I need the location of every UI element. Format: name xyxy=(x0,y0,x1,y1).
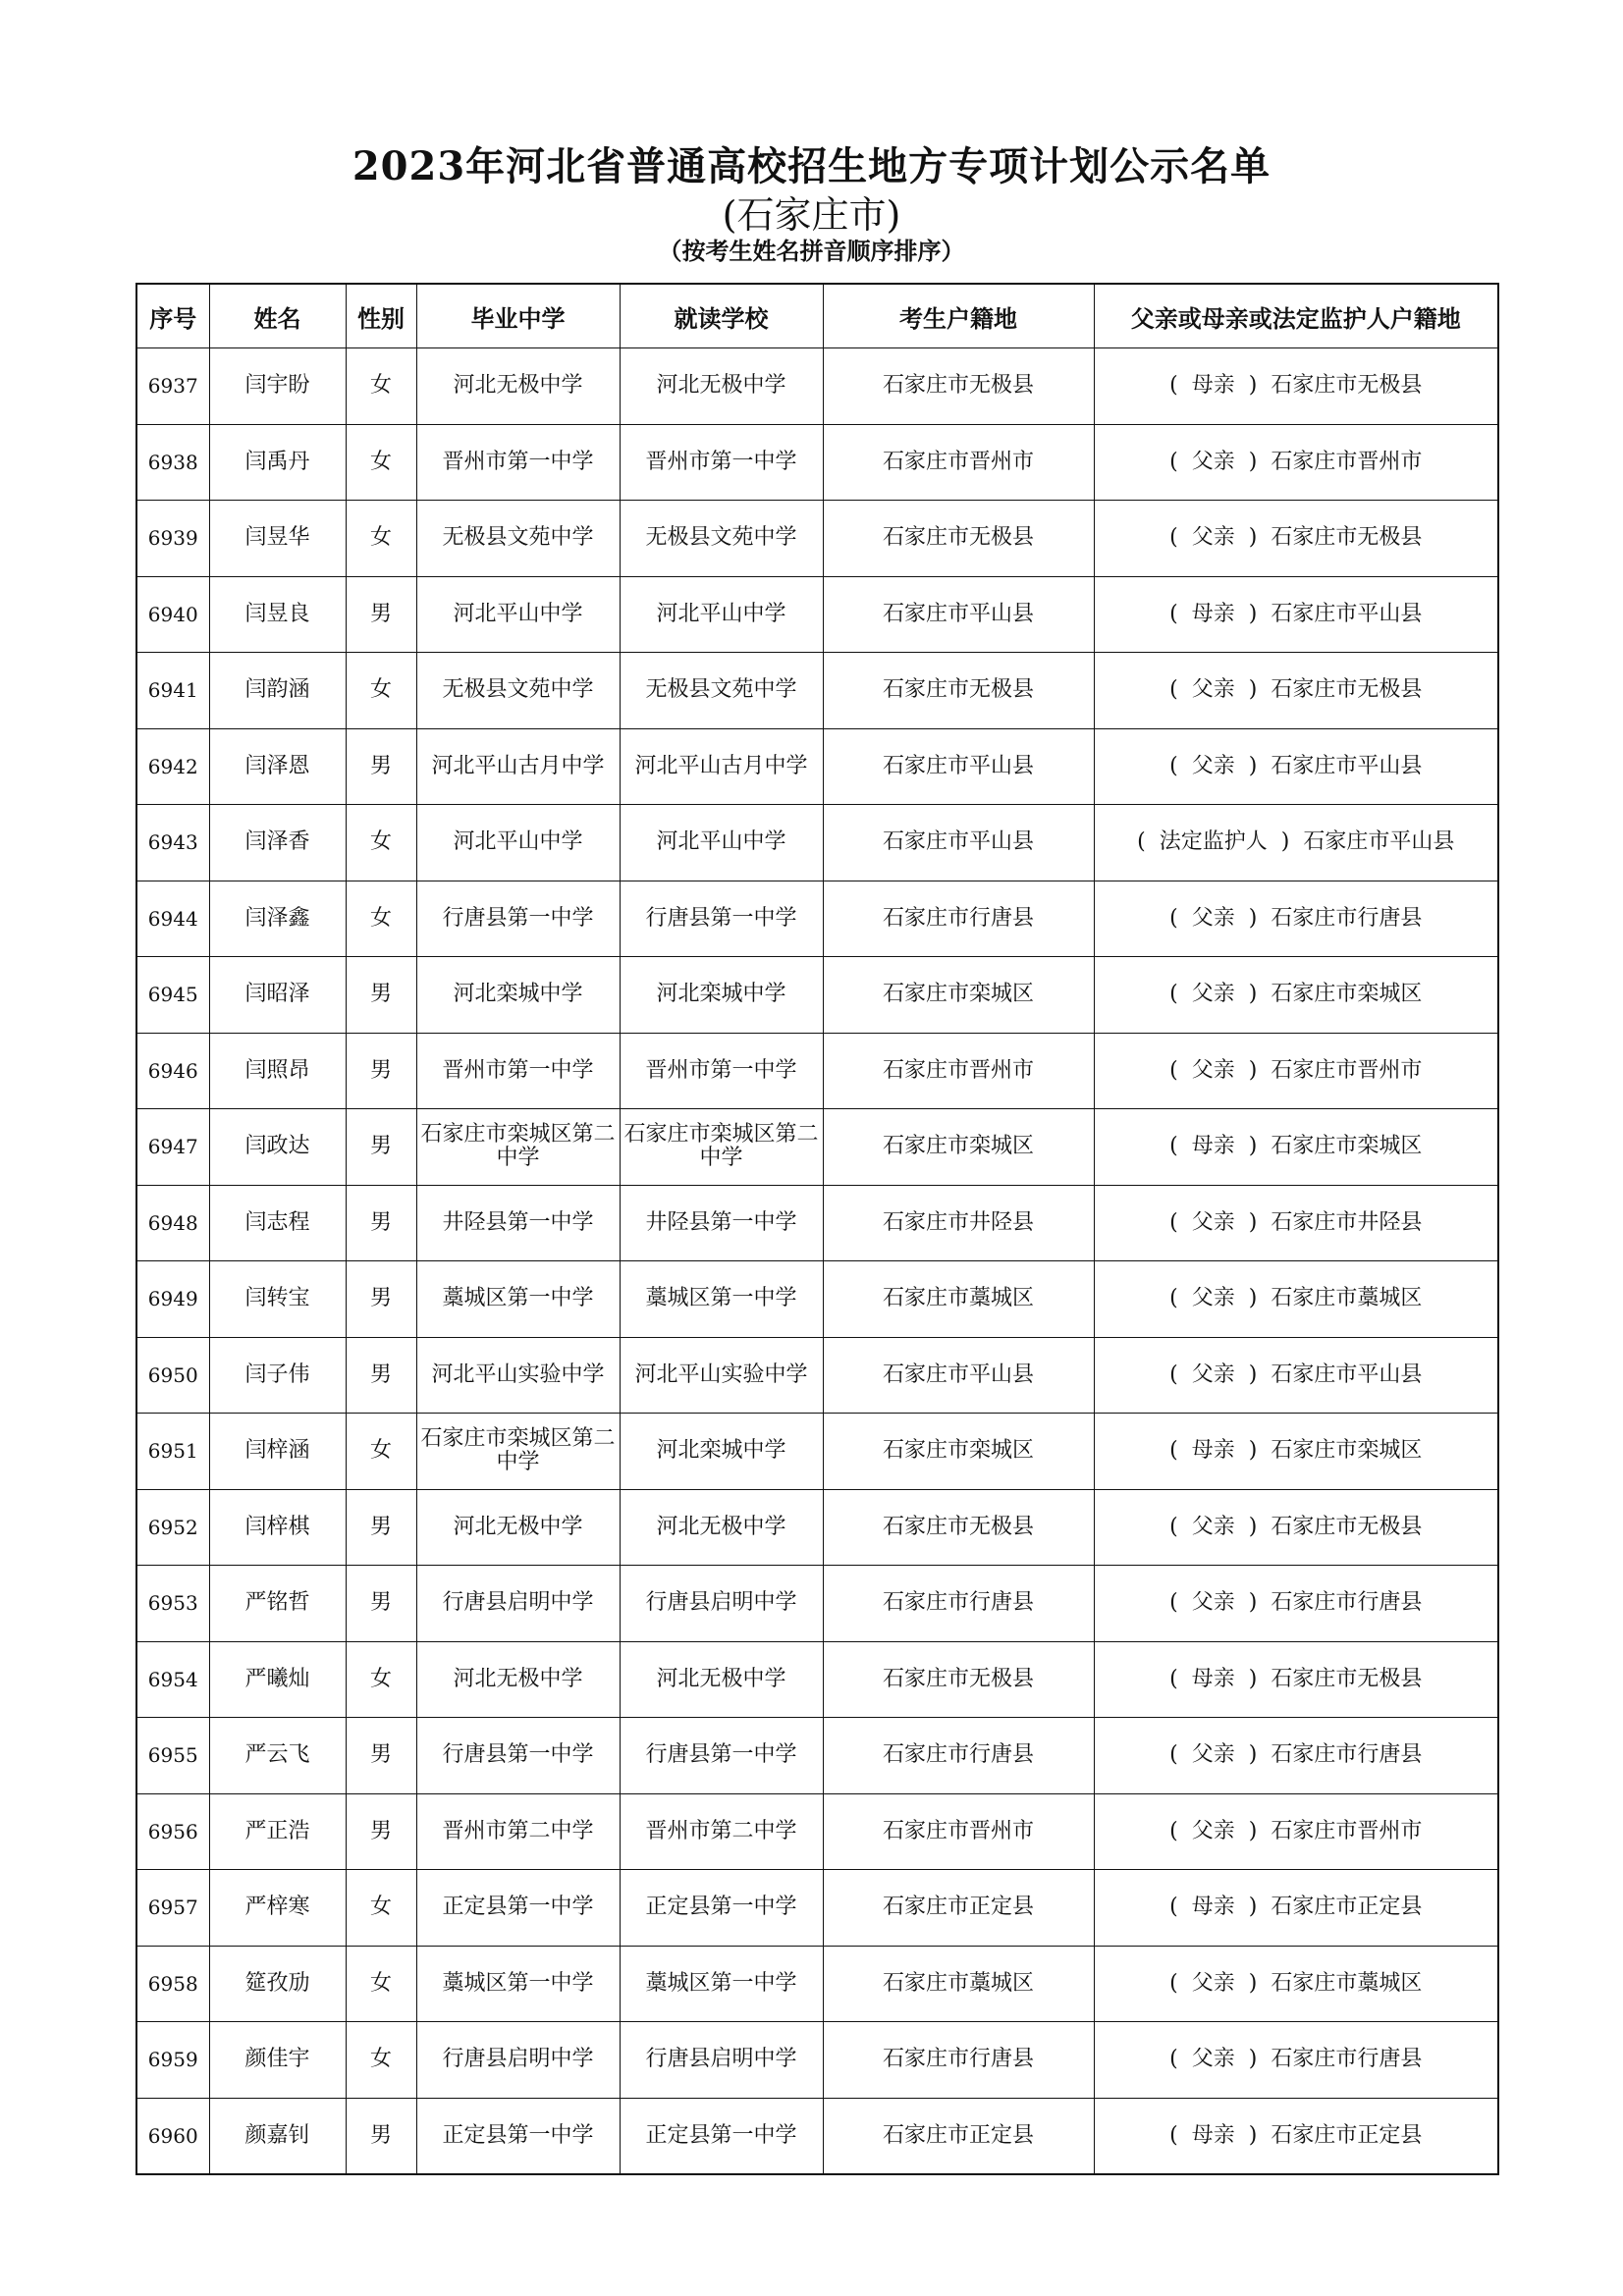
guardian-hukou: 石家庄市栾城区 xyxy=(1271,1134,1423,1159)
cell-name: 严铭哲 xyxy=(209,1566,346,1642)
cell-name: 闫政达 xyxy=(209,1109,346,1186)
cell-hukou: 石家庄市无极县 xyxy=(823,1641,1094,1718)
guardian-hukou: 石家庄市平山县 xyxy=(1303,829,1455,855)
cell-current-school: 河北栾城中学 xyxy=(620,957,823,1034)
cell-hukou: 石家庄市正定县 xyxy=(823,2098,1094,2174)
cell-current-school: 藁城区第一中学 xyxy=(620,1261,823,1338)
cell-hukou: 石家庄市无极县 xyxy=(823,501,1094,577)
cell-seq: 6952 xyxy=(136,1489,209,1566)
cell-name: 闫子伟 xyxy=(209,1337,346,1414)
cell-gender: 男 xyxy=(346,1566,416,1642)
cell-grad-school: 石家庄市栾城区第二中学 xyxy=(416,1109,620,1186)
cell-hukou: 石家庄市井陉县 xyxy=(823,1185,1094,1261)
cell-grad-school: 行唐县第一中学 xyxy=(416,881,620,957)
table-row xyxy=(136,1414,1498,1490)
guardian-hukou: 石家庄市行唐县 xyxy=(1271,1590,1423,1616)
cell-seq: 6951 xyxy=(136,1414,209,1490)
cell-name: 闫志程 xyxy=(209,1185,346,1261)
table-row xyxy=(136,1337,1498,1414)
table-row xyxy=(136,348,1498,425)
guardian-relation: ( 母亲 ) xyxy=(1169,1668,1257,1691)
guardian-relation: ( 父亲 ) xyxy=(1169,983,1257,1006)
cell-guardian xyxy=(1094,1033,1498,1109)
guardian-hukou: 石家庄市无极县 xyxy=(1271,677,1423,703)
cell-grad-school: 河北无极中学 xyxy=(416,1641,620,1718)
cell-name: 闫转宝 xyxy=(209,1261,346,1338)
guardian-relation: ( 父亲 ) xyxy=(1169,678,1257,702)
cell-name: 严云飞 xyxy=(209,1718,346,1794)
cell-gender: 男 xyxy=(346,1033,416,1109)
cell-guardian xyxy=(1094,1261,1498,1338)
cell-gender: 男 xyxy=(346,1109,416,1186)
cell-name: 严曦灿 xyxy=(209,1641,346,1718)
guardian-hukou: 石家庄市无极县 xyxy=(1271,1666,1423,1691)
cell-grad-school: 行唐县启明中学 xyxy=(416,2022,620,2099)
guardian-relation: ( 父亲 ) xyxy=(1169,1516,1257,1539)
guardian-relation: ( 母亲 ) xyxy=(1169,603,1257,626)
cell-current-school: 行唐县第一中学 xyxy=(620,881,823,957)
guardian-hukou: 石家庄市晋州市 xyxy=(1271,1818,1423,1843)
guardian-hukou: 石家庄市平山县 xyxy=(1271,601,1423,626)
cell-hukou: 石家庄市藁城区 xyxy=(823,1946,1094,2022)
table-row xyxy=(136,2022,1498,2099)
cell-gender: 女 xyxy=(346,1414,416,1490)
cell-name: 颜嘉钊 xyxy=(209,2098,346,2174)
cell-current-school: 正定县第一中学 xyxy=(620,1870,823,1947)
guardian-hukou: 石家庄市行唐县 xyxy=(1271,1742,1423,1768)
guardian-relation: ( 父亲 ) xyxy=(1169,1287,1257,1310)
cell-grad-school: 晋州市第二中学 xyxy=(416,1793,620,1870)
cell-current-school: 晋州市第二中学 xyxy=(620,1793,823,1870)
cell-name: 闫泽恩 xyxy=(209,728,346,805)
cell-current-school: 河北平山实验中学 xyxy=(620,1337,823,1414)
guardian-hukou: 石家庄市平山县 xyxy=(1271,1362,1423,1387)
header-guardian-hukou: 父亲或母亲或法定监护人户籍地 xyxy=(1094,284,1498,348)
table-row xyxy=(136,1641,1498,1718)
cell-seq: 6944 xyxy=(136,881,209,957)
cell-gender: 男 xyxy=(346,1337,416,1414)
table-row xyxy=(136,2098,1498,2174)
cell-seq: 6943 xyxy=(136,805,209,881)
cell-guardian xyxy=(1094,1870,1498,1947)
cell-name: 筵孜劢 xyxy=(209,1946,346,2022)
cell-current-school: 河北无极中学 xyxy=(620,1641,823,1718)
cell-gender: 男 xyxy=(346,2098,416,2174)
cell-name: 严正浩 xyxy=(209,1793,346,1870)
cell-seq: 6958 xyxy=(136,1946,209,2022)
cell-grad-school: 河北平山古月中学 xyxy=(416,728,620,805)
cell-grad-school: 河北无极中学 xyxy=(416,348,620,425)
guardian-relation: ( 父亲 ) xyxy=(1169,1059,1257,1083)
cell-hukou: 石家庄市行唐县 xyxy=(823,881,1094,957)
header-hukou: 考生户籍地 xyxy=(823,284,1094,348)
cell-guardian xyxy=(1094,1793,1498,1870)
guardian-hukou: 石家庄市正定县 xyxy=(1271,2122,1423,2148)
cell-current-school: 河北栾城中学 xyxy=(620,1414,823,1490)
document-title: 2023年河北省普通高校招生地方专项计划公示名单 xyxy=(352,143,1271,189)
guardian-relation: ( 父亲 ) xyxy=(1169,1972,1257,1996)
cell-gender: 男 xyxy=(346,576,416,653)
guardian-relation: ( 母亲 ) xyxy=(1169,2124,1257,2148)
roster-table xyxy=(135,283,1499,2175)
cell-guardian xyxy=(1094,881,1498,957)
cell-name: 闫韵涵 xyxy=(209,653,346,729)
table-row xyxy=(136,1185,1498,1261)
cell-name: 闫照昂 xyxy=(209,1033,346,1109)
cell-grad-school: 行唐县启明中学 xyxy=(416,1566,620,1642)
guardian-relation: ( 母亲 ) xyxy=(1169,1439,1257,1463)
table-header-row xyxy=(136,284,1498,348)
cell-guardian xyxy=(1094,1337,1498,1414)
cell-seq: 6959 xyxy=(136,2022,209,2099)
cell-guardian xyxy=(1094,501,1498,577)
cell-guardian xyxy=(1094,805,1498,881)
guardian-hukou: 石家庄市藁城区 xyxy=(1271,1970,1423,1996)
cell-hukou: 石家庄市平山县 xyxy=(823,728,1094,805)
table-row xyxy=(136,1946,1498,2022)
cell-gender: 男 xyxy=(346,728,416,805)
header-grad-school: 毕业中学 xyxy=(416,284,620,348)
cell-guardian xyxy=(1094,1718,1498,1794)
cell-hukou: 石家庄市栾城区 xyxy=(823,1109,1094,1186)
cell-current-school: 晋州市第一中学 xyxy=(620,1033,823,1109)
table-row xyxy=(136,1793,1498,1870)
cell-guardian xyxy=(1094,653,1498,729)
cell-gender: 男 xyxy=(346,1489,416,1566)
table-row xyxy=(136,957,1498,1034)
cell-grad-school: 井陉县第一中学 xyxy=(416,1185,620,1261)
cell-guardian xyxy=(1094,2022,1498,2099)
cell-seq: 6946 xyxy=(136,1033,209,1109)
cell-seq: 6960 xyxy=(136,2098,209,2174)
cell-name: 闫泽鑫 xyxy=(209,881,346,957)
guardian-hukou: 石家庄市晋州市 xyxy=(1271,1057,1423,1083)
cell-seq: 6950 xyxy=(136,1337,209,1414)
cell-gender: 女 xyxy=(346,1946,416,2022)
cell-grad-school: 行唐县第一中学 xyxy=(416,1718,620,1794)
cell-current-school: 井陉县第一中学 xyxy=(620,1185,823,1261)
guardian-hukou: 石家庄市无极县 xyxy=(1271,373,1423,399)
cell-grad-school: 晋州市第一中学 xyxy=(416,424,620,501)
table-row xyxy=(136,1489,1498,1566)
cell-current-school: 行唐县第一中学 xyxy=(620,1718,823,1794)
cell-seq: 6937 xyxy=(136,348,209,425)
cell-gender: 男 xyxy=(346,957,416,1034)
cell-grad-school: 晋州市第一中学 xyxy=(416,1033,620,1109)
cell-gender: 女 xyxy=(346,653,416,729)
cell-name: 闫宇盼 xyxy=(209,348,346,425)
cell-hukou: 石家庄市栾城区 xyxy=(823,1414,1094,1490)
table-row xyxy=(136,653,1498,729)
cell-hukou: 石家庄市行唐县 xyxy=(823,1566,1094,1642)
guardian-relation: ( 父亲 ) xyxy=(1169,1211,1257,1235)
guardian-hukou: 石家庄市平山县 xyxy=(1271,753,1423,778)
cell-gender: 女 xyxy=(346,1641,416,1718)
cell-name: 闫禹丹 xyxy=(209,424,346,501)
guardian-hukou: 石家庄市行唐县 xyxy=(1271,905,1423,931)
cell-seq: 6949 xyxy=(136,1261,209,1338)
cell-current-school: 河北平山古月中学 xyxy=(620,728,823,805)
guardian-relation: ( 母亲 ) xyxy=(1169,374,1257,398)
header-seq: 序号 xyxy=(136,284,209,348)
cell-hukou: 石家庄市无极县 xyxy=(823,1489,1094,1566)
guardian-relation: ( 父亲 ) xyxy=(1169,2048,1257,2071)
cell-seq: 6941 xyxy=(136,653,209,729)
cell-guardian xyxy=(1094,1566,1498,1642)
cell-gender: 男 xyxy=(346,1261,416,1338)
cell-hukou: 石家庄市晋州市 xyxy=(823,1793,1094,1870)
guardian-hukou: 石家庄市行唐县 xyxy=(1271,2047,1423,2072)
cell-seq: 6942 xyxy=(136,728,209,805)
cell-current-school: 正定县第一中学 xyxy=(620,2098,823,2174)
cell-hukou: 石家庄市栾城区 xyxy=(823,957,1094,1034)
cell-gender: 女 xyxy=(346,1870,416,1947)
cell-name: 闫泽香 xyxy=(209,805,346,881)
cell-seq: 6947 xyxy=(136,1109,209,1186)
cell-guardian xyxy=(1094,728,1498,805)
cell-current-school: 石家庄市栾城区第二中学 xyxy=(620,1109,823,1186)
guardian-hukou: 石家庄市藁城区 xyxy=(1271,1286,1423,1311)
guardian-hukou: 石家庄市无极县 xyxy=(1271,525,1423,551)
cell-grad-school: 无极县文苑中学 xyxy=(416,653,620,729)
cell-grad-school: 河北无极中学 xyxy=(416,1489,620,1566)
table-row xyxy=(136,1261,1498,1338)
guardian-relation: ( 母亲 ) xyxy=(1169,1896,1257,1919)
cell-guardian xyxy=(1094,1489,1498,1566)
guardian-hukou: 石家庄市栾城区 xyxy=(1271,1438,1423,1464)
cell-grad-school: 正定县第一中学 xyxy=(416,2098,620,2174)
cell-gender: 女 xyxy=(346,501,416,577)
cell-guardian xyxy=(1094,1109,1498,1186)
cell-seq: 6955 xyxy=(136,1718,209,1794)
cell-hukou: 石家庄市晋州市 xyxy=(823,424,1094,501)
cell-hukou: 石家庄市行唐县 xyxy=(823,2022,1094,2099)
guardian-hukou: 石家庄市井陉县 xyxy=(1271,1209,1423,1235)
guardian-relation: ( 父亲 ) xyxy=(1169,1743,1257,1767)
table-row xyxy=(136,1109,1498,1186)
guardian-relation: ( 父亲 ) xyxy=(1169,451,1257,474)
cell-seq: 6957 xyxy=(136,1870,209,1947)
guardian-relation: ( 父亲 ) xyxy=(1169,526,1257,550)
cell-guardian xyxy=(1094,1185,1498,1261)
cell-guardian xyxy=(1094,1641,1498,1718)
cell-current-school: 晋州市第一中学 xyxy=(620,424,823,501)
table-row xyxy=(136,805,1498,881)
cell-seq: 6939 xyxy=(136,501,209,577)
guardian-relation: ( 父亲 ) xyxy=(1169,907,1257,931)
table-row xyxy=(136,1566,1498,1642)
cell-gender: 女 xyxy=(346,881,416,957)
cell-guardian xyxy=(1094,2098,1498,2174)
cell-guardian xyxy=(1094,1414,1498,1490)
cell-guardian xyxy=(1094,1946,1498,2022)
guardian-hukou: 石家庄市正定县 xyxy=(1271,1895,1423,1920)
cell-seq: 6956 xyxy=(136,1793,209,1870)
cell-name: 闫梓棋 xyxy=(209,1489,346,1566)
table-row xyxy=(136,576,1498,653)
cell-current-school: 行唐县启明中学 xyxy=(620,1566,823,1642)
cell-hukou: 石家庄市藁城区 xyxy=(823,1261,1094,1338)
header-name: 姓名 xyxy=(209,284,346,348)
cell-hukou: 石家庄市平山县 xyxy=(823,805,1094,881)
cell-grad-school: 河北平山中学 xyxy=(416,576,620,653)
cell-current-school: 河北平山中学 xyxy=(620,805,823,881)
cell-current-school: 无极县文苑中学 xyxy=(620,501,823,577)
table-row xyxy=(136,1870,1498,1947)
cell-seq: 6954 xyxy=(136,1641,209,1718)
cell-name: 严梓寒 xyxy=(209,1870,346,1947)
cell-grad-school: 无极县文苑中学 xyxy=(416,501,620,577)
cell-name: 闫昱良 xyxy=(209,576,346,653)
cell-gender: 男 xyxy=(346,1718,416,1794)
cell-seq: 6945 xyxy=(136,957,209,1034)
cell-guardian xyxy=(1094,576,1498,653)
cell-seq: 6938 xyxy=(136,424,209,501)
cell-hukou: 石家庄市平山县 xyxy=(823,576,1094,653)
cell-gender: 女 xyxy=(346,805,416,881)
guardian-hukou: 石家庄市无极县 xyxy=(1271,1514,1423,1539)
cell-grad-school: 河北平山实验中学 xyxy=(416,1337,620,1414)
cell-hukou: 石家庄市正定县 xyxy=(823,1870,1094,1947)
cell-gender: 男 xyxy=(346,1793,416,1870)
cell-guardian xyxy=(1094,348,1498,425)
table-row xyxy=(136,501,1498,577)
cell-grad-school: 河北栾城中学 xyxy=(416,957,620,1034)
cell-seq: 6940 xyxy=(136,576,209,653)
document-sort-note: （按考生姓名拼音顺序排序） xyxy=(658,237,965,265)
guardian-relation: ( 父亲 ) xyxy=(1169,1591,1257,1615)
cell-grad-school: 藁城区第一中学 xyxy=(416,1261,620,1338)
table-row xyxy=(136,424,1498,501)
cell-current-school: 藁城区第一中学 xyxy=(620,1946,823,2022)
document-city: (石家庄市) xyxy=(722,193,901,237)
guardian-relation: ( 父亲 ) xyxy=(1169,1820,1257,1843)
cell-grad-school: 正定县第一中学 xyxy=(416,1870,620,1947)
table-row xyxy=(136,881,1498,957)
cell-gender: 女 xyxy=(346,348,416,425)
cell-hukou: 石家庄市行唐县 xyxy=(823,1718,1094,1794)
cell-name: 颜佳宇 xyxy=(209,2022,346,2099)
table-row xyxy=(136,1033,1498,1109)
guardian-hukou: 石家庄市栾城区 xyxy=(1271,982,1423,1007)
guardian-relation: ( 父亲 ) xyxy=(1169,755,1257,778)
cell-gender: 男 xyxy=(346,1185,416,1261)
guardian-relation: ( 父亲 ) xyxy=(1169,1363,1257,1387)
guardian-hukou: 石家庄市晋州市 xyxy=(1271,449,1423,474)
cell-seq: 6953 xyxy=(136,1566,209,1642)
cell-current-school: 无极县文苑中学 xyxy=(620,653,823,729)
cell-hukou: 石家庄市无极县 xyxy=(823,653,1094,729)
cell-gender: 女 xyxy=(346,2022,416,2099)
table-row xyxy=(136,1718,1498,1794)
cell-current-school: 行唐县启明中学 xyxy=(620,2022,823,2099)
cell-grad-school: 河北平山中学 xyxy=(416,805,620,881)
cell-grad-school: 藁城区第一中学 xyxy=(416,1946,620,2022)
cell-current-school: 河北无极中学 xyxy=(620,1489,823,1566)
cell-gender: 女 xyxy=(346,424,416,501)
header-gender: 性别 xyxy=(346,284,416,348)
guardian-relation: ( 母亲 ) xyxy=(1169,1135,1257,1158)
cell-name: 闫昱华 xyxy=(209,501,346,577)
cell-current-school: 河北平山中学 xyxy=(620,576,823,653)
table-row xyxy=(136,728,1498,805)
cell-hukou: 石家庄市平山县 xyxy=(823,1337,1094,1414)
guardian-relation: ( 法定监护人 ) xyxy=(1137,830,1289,854)
cell-hukou: 石家庄市晋州市 xyxy=(823,1033,1094,1109)
cell-name: 闫昭泽 xyxy=(209,957,346,1034)
cell-grad-school: 石家庄市栾城区第二中学 xyxy=(416,1414,620,1490)
cell-current-school: 河北无极中学 xyxy=(620,348,823,425)
cell-guardian xyxy=(1094,424,1498,501)
cell-hukou: 石家庄市无极县 xyxy=(823,348,1094,425)
header-current-school: 就读学校 xyxy=(620,284,823,348)
cell-seq: 6948 xyxy=(136,1185,209,1261)
cell-name: 闫梓涵 xyxy=(209,1414,346,1490)
cell-guardian xyxy=(1094,957,1498,1034)
